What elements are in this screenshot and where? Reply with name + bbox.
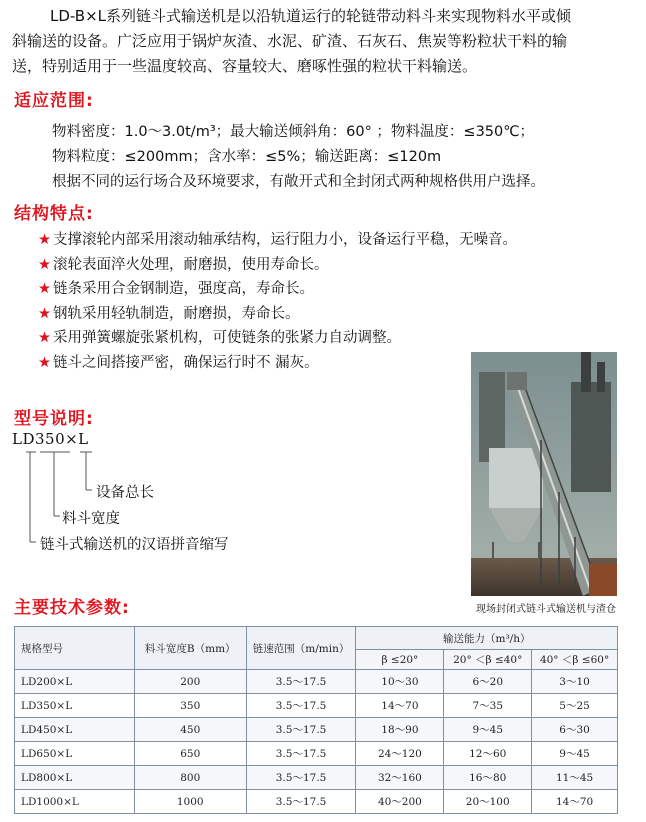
cell-cap-3: 9～45 <box>532 742 618 766</box>
header-model: 规格型号 <box>15 627 135 670</box>
table-row <box>15 766 618 790</box>
cell-cap-1: 10～30 <box>356 670 444 694</box>
cell-model: LD1000×L <box>15 790 135 814</box>
feature-item: ★ 钢轨采用轻轨制造，耐磨损，寿命长。 <box>38 305 300 322</box>
scope-line: 根据不同的运行场合及环境要求，有敞开式和全封闭式两种规格供用户选择。 <box>52 174 545 190</box>
features-list <box>38 228 517 375</box>
cell-cap-1: 24～120 <box>356 742 444 766</box>
table-row <box>15 694 618 718</box>
feature-item: ★ 链斗之间搭接严密，确保运行时不 漏灰。 <box>38 354 319 371</box>
scope-heading: 适应范围: <box>14 91 94 111</box>
cell-cap-3: 6～30 <box>532 718 618 742</box>
cell-speed: 3.5～17.5 <box>246 790 356 814</box>
cell-cap-1: 32～160 <box>356 766 444 790</box>
intro-line: LD-B×L系列链斗式输送机是以沿轨道运行的轮链带动料斗来实现物料水平或倾 <box>50 7 572 25</box>
cell-width: 450 <box>134 718 246 742</box>
specs-heading: 主要技术参数: <box>14 598 130 618</box>
cell-model: LD800×L <box>15 766 135 790</box>
star-icon: ★ <box>38 330 51 346</box>
cell-speed: 3.5～17.5 <box>246 766 356 790</box>
conveyor-photo-image <box>471 352 617 596</box>
cell-cap-2: 9～45 <box>444 718 532 742</box>
intro-line: 送，特别适用于一些温度较高、容量较大、磨啄性强的粒状干料输送。 <box>12 57 478 75</box>
cell-cap-2: 6～20 <box>444 670 532 694</box>
cell-width: 650 <box>134 742 246 766</box>
cell-model: LD450×L <box>15 718 135 742</box>
table-row <box>15 790 618 814</box>
cell-speed: 3.5～17.5 <box>246 718 356 742</box>
star-icon: ★ <box>38 232 51 248</box>
site-photo <box>471 352 617 596</box>
subheader-angle-1: β ≤20° <box>356 650 444 670</box>
model-heading: 型号说明: <box>14 409 94 429</box>
star-icon: ★ <box>38 354 51 371</box>
scope-line: 物料粒度：≤200mm；含水率：≤5%；输送距离：≤120m <box>52 149 442 165</box>
cell-cap-3: 5～25 <box>532 694 618 718</box>
model-code: LD350×L <box>12 430 89 448</box>
cell-cap-3: 3～10 <box>532 670 618 694</box>
cell-cap-1: 18～90 <box>356 718 444 742</box>
header-capacity: 输送能力（m³/h） <box>356 627 618 650</box>
model-label-length: 设备总长 <box>96 485 154 501</box>
feature-item: ★ 滚轮表面淬火处理，耐磨损，使用寿命长。 <box>38 256 329 273</box>
cell-width: 800 <box>134 766 246 790</box>
cell-cap-2: 16～80 <box>444 766 532 790</box>
feature-item: ★ 支撑滚轮内部采用滚动轴承结构，运行阻力小，设备运行平稳，无噪音。 <box>38 232 517 248</box>
table-row <box>15 718 618 742</box>
scope-line: 物料密度：1.0～3.0t/m³；最大输送倾斜角：60° ；物料温度：≤350℃； <box>52 124 535 140</box>
table-row <box>15 742 618 766</box>
cell-speed: 3.5～17.5 <box>246 694 356 718</box>
cell-cap-1: 14～70 <box>356 694 444 718</box>
model-diagram <box>0 430 280 560</box>
feature-item: ★ 采用弹簧螺旋张紧机构，可使链条的张紧力自动调整。 <box>38 330 401 346</box>
features-heading: 结构特点: <box>14 204 94 224</box>
cell-model: LD200×L <box>15 670 135 694</box>
star-icon: ★ <box>38 281 51 297</box>
photo-caption: 现场封闭式链斗式输送机与渣仓 <box>476 604 616 615</box>
feature-item: ★ 链条采用合金钢制造，强度高，寿命长。 <box>38 281 314 297</box>
cell-model: LD350×L <box>15 694 135 718</box>
intro-paragraph <box>12 4 638 79</box>
specs-table <box>14 626 618 814</box>
cell-speed: 3.5～17.5 <box>246 742 356 766</box>
table-row <box>15 670 618 694</box>
header-width: 料斗宽度B（mm） <box>134 627 246 670</box>
cell-model: LD650×L <box>15 742 135 766</box>
cell-width: 1000 <box>134 790 246 814</box>
subheader-angle-3: 40° ＜β ≤60° <box>532 650 618 670</box>
cell-width: 350 <box>134 694 246 718</box>
model-label-width: 料斗宽度 <box>62 511 120 527</box>
cell-speed: 3.5～17.5 <box>246 670 356 694</box>
cell-cap-2: 12～60 <box>444 742 532 766</box>
header-speed: 链速范围（m/min） <box>246 627 356 670</box>
subheader-angle-2: 20° ＜β ≤40° <box>444 650 532 670</box>
cell-cap-1: 40～200 <box>356 790 444 814</box>
star-icon: ★ <box>38 256 51 273</box>
intro-line: 斜输送的设备。广泛应用于锅炉灰渣、水泥、矿渣、石灰石、焦炭等粉粒状干料的输 <box>12 32 568 50</box>
cell-cap-2: 7～35 <box>444 694 532 718</box>
star-icon: ★ <box>38 305 51 322</box>
cell-width: 200 <box>134 670 246 694</box>
cell-cap-3: 14～70 <box>532 790 618 814</box>
cell-cap-3: 11～45 <box>532 766 618 790</box>
cell-cap-2: 20～100 <box>444 790 532 814</box>
table-header-row <box>15 627 618 650</box>
model-label-abbrev: 链斗式输送机的汉语拼音缩写 <box>40 537 229 553</box>
